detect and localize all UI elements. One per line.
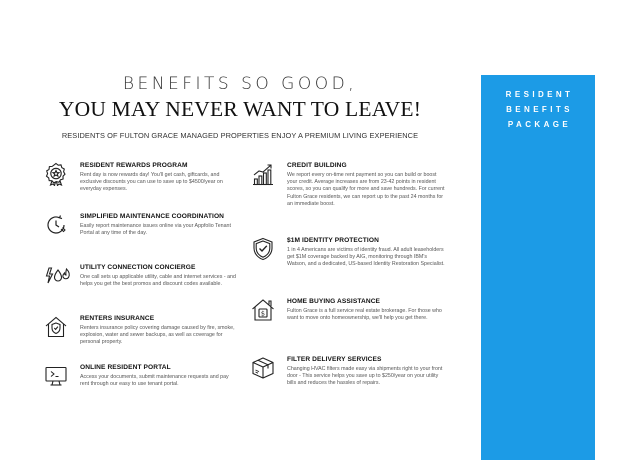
band-line-2: BENEFITS xyxy=(506,105,573,114)
subtitle: RESIDENTS OF FULTON GRACE MANAGED PROPERTIES ENJOY A PREMIUM LIVING EXPERIENCE xyxy=(61,131,419,140)
benefit-title: HOME BUYING ASSISTANCE xyxy=(287,298,381,305)
benefit-description: 1 in 4 Americans are victims of identity fraud. All adult leaseholders get $1M coverage backed by AIG, monitoring through IBM's Watson, and a dedicated, US-based Identity Restoration Specialist. xyxy=(287,246,445,268)
headline-line-1: BENEFITS SO GOOD, xyxy=(122,74,358,94)
identity-shield-icon xyxy=(251,237,275,261)
benefit-description: Fulton Grace is a full service real estate brokerage. For those who want to move onto homeownership, we'll help you get there. xyxy=(287,307,442,321)
svg-text:$: $ xyxy=(260,309,266,318)
benefit-description: One call sets up applicable utility, cable and internet services - and helps you get the best promos and discount codes available. xyxy=(80,273,236,287)
monitor-icon xyxy=(44,364,68,388)
benefit-description: Rent day is now rewards day! You'll get cash, giftcards, and exclusive discounts you can use to save up to $4500/year on everyday expenses. xyxy=(80,171,223,193)
benefit-title: RESIDENT REWARDS PROGRAM xyxy=(80,162,188,169)
utilities-icon xyxy=(44,264,72,288)
benefit-title: UTILITY CONNECTION CONCIERGE xyxy=(80,264,196,271)
house-shield-icon xyxy=(44,315,68,339)
benefit-description: Changing HVAC filters made easy via shipments right to your front door - This service helps you save up to $250/year on your utility bills and reduces the hassles of repairs. xyxy=(287,365,443,387)
band-title xyxy=(481,87,595,132)
delivery-box-icon xyxy=(251,356,275,380)
side-band xyxy=(481,75,595,460)
maintenance-clock-icon xyxy=(44,213,68,237)
benefit-title: SIMPLIFIED MAINTENANCE COORDINATION xyxy=(80,213,225,220)
benefit-title: RENTERS INSURANCE xyxy=(80,315,155,322)
band-line-3: PACKAGE xyxy=(507,120,572,129)
benefit-description: Renters insurance policy covering damage caused by fire, smoke, explosion, water and sewer backups, as well as coverage for personal property. xyxy=(80,324,235,346)
benefit-title: ONLINE RESIDENT PORTAL xyxy=(80,364,171,371)
heading-block xyxy=(40,74,440,140)
home-dollar-icon xyxy=(251,298,275,322)
benefit-title: $1M IDENTITY PROTECTION xyxy=(287,237,379,244)
band-line-1: RESIDENT xyxy=(505,90,574,99)
benefit-description: We report every on-time rent payment so you can build or boost your credit. Average increases are from 23-42 points in resident scores, so you can qualify for more and save hundreds. For current Fulton Grace residents, we can report up to the past 24 months for an immediate boost. xyxy=(287,171,445,208)
credit-chart-icon xyxy=(251,162,275,186)
benefit-title: FILTER DELIVERY SERVICES xyxy=(287,356,382,363)
headline-line-2: YOU MAY NEVER WANT TO LEAVE! xyxy=(58,97,422,121)
benefit-description: Access your documents, submit maintenance requests and pay rent through our easy to use tenant portal. xyxy=(80,373,229,387)
benefit-title: CREDIT BUILDING xyxy=(287,162,347,169)
rewards-badge-icon xyxy=(44,162,68,186)
benefit-description: Easily report maintenance issues online via your Appfolio Tenant Portal at any time of the day. xyxy=(80,222,231,236)
